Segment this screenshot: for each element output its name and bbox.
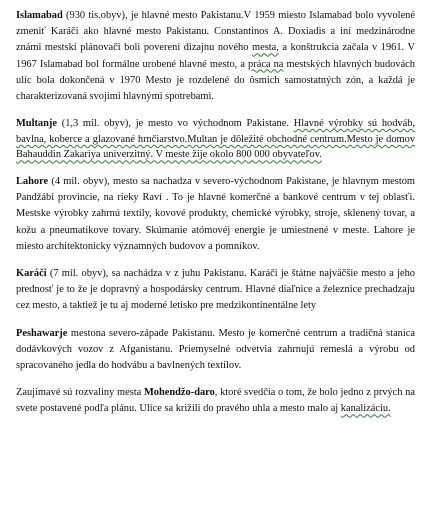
paragraph-lahore bbox=[16, 174, 415, 255]
paragraph-islamabad bbox=[16, 8, 415, 105]
paragraph-text: Zaujímavé sú rozvaliny mesta bbox=[16, 387, 144, 399]
bold-city-name: Karáči bbox=[16, 268, 47, 280]
paragraph-text: kanalizáciu. bbox=[340, 403, 391, 415]
bold-city-name: Lahore bbox=[16, 176, 49, 187]
bold-city-name: Islamabad bbox=[16, 10, 63, 21]
paragraph-mohenjodaro bbox=[16, 385, 415, 417]
paragraph-text: a konštrukcia začala v 1961. V 1967 Islamabad bol formálne urobené hlavné mesto, a bbox=[16, 42, 416, 70]
paragraph-text: (930 tis.obyv), je hlavné mesto Pakistanu.V 1959 miesto Islamabad bolo vyvolené zmeniť Karáči ako hlavné mesto Pakistanu. Constantinos A. Doxiadis a iní medzinárodne známi mestskí plánovači boli poverení dizajnu nového bbox=[16, 10, 415, 54]
paragraph-text: mestona severo-západe Pakistanu. Mesto je komerčné centrum a tradičná stanica dodávkových vozov z Afganistanu. Priemyselné odvetvia zahrnujú remeslá a výrobu od spracovaného jedla do hodvábu a bavlnených textilov. bbox=[16, 327, 415, 372]
paragraph-text: (7 mil. obyv), sa nachádza v z juhu Pakistanu. Karáči je štátne najväčšie mesto a jeho prednosť je to že je dopravný a hospodársky centrum. Hlavné diaľnice a železnice prechadzaju cez mesto, a taktiež je tu aj moderné letisko pre medzikontinentálne lety bbox=[16, 268, 415, 312]
paragraph-text: mesta, bbox=[252, 42, 279, 54]
paragraph-text: , ktoré svedčia o tom, že bolo jedno z prvých na svete postavené podľa plánu. Ulice sa križili do pravého uhla a mesto malo aj bbox=[16, 387, 415, 415]
paragraph-text: mestských hlavných budovách ulíc bola dokončená v 1970 Mesto je rozdelené do ôsmich samostatných zón, a každá je charakterizovaná svojimi hlavnými spotrebami. bbox=[16, 58, 415, 103]
paragraph-karaci bbox=[16, 266, 415, 315]
bold-city-name: Mohendžo-daro bbox=[143, 387, 215, 399]
bold-city-name: Peshawarje bbox=[16, 327, 68, 339]
paragraph-text: (4 mil. obyv), mesto sa nachadza v severo-východnom Pakistane, je hlavnym mestom Pandžábi provincie, na rieky Raví . To je hlavné komerčné a bankové centrum v tej oblasťi. Mestske výrobky zahrnú textily, kovové produkty, chemické výrobky, stroje, sklenený tovar, a kožu a pneumatikove tovary. Skúmanie atómovéj energie je umiestnené v meste. Lahore je miesto architektonicky významných budovov a pomníkov. bbox=[16, 176, 415, 252]
paragraph-text: práca na bbox=[248, 58, 284, 70]
paragraph-multanje bbox=[16, 116, 415, 163]
paragraph-text: Hlavné výrobky sú hodváb, bavlna, koberce a glazované hrnčiarstvo.Multan je dôležité obchodné centrum.Mesto je domov Bahauddin Zakariya univerzitný. V meste žije okolo 800 000 obyvateľov. bbox=[16, 118, 416, 161]
paragraph-text: (1,3 mil. obyv), je mesto vo východnom Pakistane. bbox=[56, 118, 294, 130]
paragraph-peshawar bbox=[16, 326, 415, 375]
bold-city-name: Multanje bbox=[16, 118, 57, 130]
